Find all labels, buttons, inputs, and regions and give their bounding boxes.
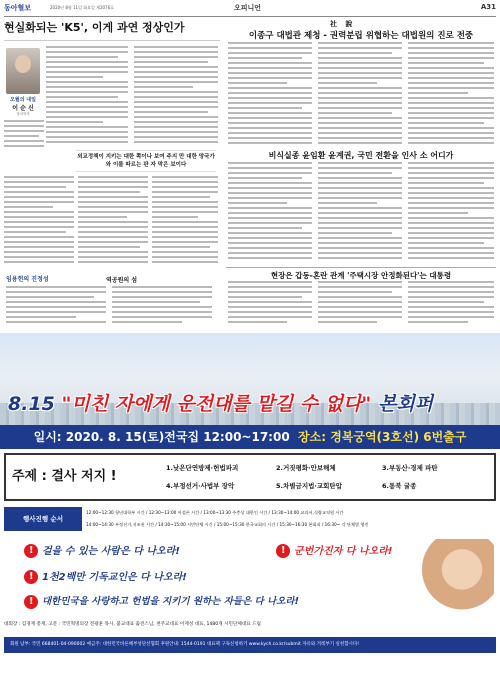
editorial-headline-1: 이종구 대법관 제청 - 권력분립 위협하는 대법원의 진로 전중: [248, 31, 474, 41]
author-role: 정치학자: [16, 112, 30, 116]
newspaper-logo: 동아혈보: [4, 4, 32, 12]
editorial-text-2c: [408, 162, 494, 262]
topic-item: 1.낮은단연방제·헌법파괴: [166, 464, 239, 472]
editorial-text-1c: [408, 42, 494, 147]
rally-photo-background: [0, 333, 500, 437]
rally-datetime: 일시: 2020. 8. 15(토)전국집 12:00~17:00: [33, 430, 290, 444]
cartoon-title: 역공원의 섬: [106, 277, 138, 284]
slogan-2: ! 군번가진자 다 나오라!: [276, 541, 392, 563]
author-photo: [6, 48, 40, 94]
column-text-f: [152, 176, 218, 266]
rally-datetime-bar: [0, 425, 500, 449]
topics-title: 주제 : 결사 저지 !: [12, 469, 117, 484]
issue-date: 2020년 8월 11일 화요일 제2076호: [50, 5, 114, 10]
rally-footer: 회원 납부: 국민 668401-04-090002 예금주: 대한민국바른혜부성단선협회 후원안내: 1544-0191 대표팩 구독신청하기 www.kych.co.kr/submit 자유와 겨레부기 실천합시다!: [4, 637, 496, 653]
slogan-4: !대한민국을 사랑하고 헌법을 지키기 원하는 자들은 다 나오라!: [24, 591, 299, 613]
author-byline: [4, 96, 42, 117]
editorial-text-3a: [228, 281, 312, 326]
column-header: [4, 19, 220, 41]
editorial-text-1a: [228, 42, 312, 147]
topic-item: 2.거짓평화·안보해체: [276, 464, 336, 472]
topic-item: 4.부정선거·사법부 장악: [166, 482, 235, 490]
cartoon-author: 임용헌의 진정성: [6, 276, 49, 283]
rally-schedule: [4, 505, 496, 535]
editorial-headline-2: 비식실종 윤임환 윤계권, 국민 전환을 인사 소 어디가: [268, 151, 454, 160]
topic-item: 3.부동산·경제 파탄: [382, 464, 438, 472]
cartoon-text-b: [112, 286, 212, 326]
rally-headline-prefix: 8.15: [8, 393, 62, 415]
rally-place: 장소: 경복궁역(3호선) 6번출구: [298, 430, 467, 444]
rally-headline: [8, 389, 494, 419]
page-header: [4, 3, 496, 17]
rally-headline-quote: "미친 자에게 운전대를 맡길 수 없다": [61, 393, 372, 415]
editorial-headline-3: 현장은 갑동-혼란 관계 '주택시장 안정화된다'는 대통령: [226, 267, 496, 281]
column-text-b: [134, 46, 218, 146]
rally-topics-box: [4, 453, 496, 501]
editorial-text-2b: [318, 162, 402, 262]
column-text-d: [4, 176, 74, 266]
exclamation-icon: [24, 595, 38, 609]
raised-hand-image: [414, 539, 494, 615]
slogan-1: !걸을 수 있는 사람은 다 나오라!: [24, 541, 180, 563]
exclamation-icon: [24, 570, 38, 584]
topic-item: 5.차별금지법·교회탄압: [276, 482, 342, 490]
schedule-line: 12:00~12:30 청년대학부 시간 / 12:30~13:00 어설픈 시간 / 13:00~13:30 주충상 대한인 시간 / 13:30~14:00 교과서,식량교직원 시간: [86, 510, 344, 515]
rally-headline-suffix: 본회퍼: [371, 393, 434, 415]
editorial-text-1b: [318, 42, 402, 147]
section-name: 오피니언: [234, 4, 262, 12]
exclamation-icon: [276, 544, 290, 558]
rally-organizer: 대회장 : 김경재 총재, 고문 : 국민혁명의장 전광훈 목사, 불교대표 출전스님, 천주교대표 이계성 대표, 1480개 시민단체대표 드림: [4, 622, 261, 627]
editorial-text-3b: [318, 281, 402, 326]
exclamation-icon: [24, 544, 38, 558]
byline-label: 오월의 내일: [10, 97, 36, 103]
editorial-text-3c: [408, 281, 494, 326]
page-number: A31: [480, 3, 496, 11]
schedule-line: 14:00~14:30 부정선거,저조권 시간 / 14:30~15:00 시민단체 시간 / 15:00~15:30 한국교회의 시간 / 15:30~16:30 본회퍼 / 16:30~ 각 단체별 행진: [86, 522, 369, 527]
column-subheading: 외교정책이 지키는 대한 쪽이나 보여 주지 만 대한 망국가와 이를 따르는 판 자 막은 보이다: [76, 150, 216, 172]
slogan-3: !1천2백만 기독교인은 다 나오라!: [24, 567, 187, 589]
schedule-label: 행사진행 순서: [4, 507, 82, 531]
column-text-a: [46, 46, 128, 146]
column-text-e: [78, 176, 148, 266]
topic-item: 6.통북 굴종: [382, 482, 417, 490]
editorial-label: 社 說: [330, 20, 356, 28]
column-text-c: [4, 120, 44, 150]
cartoon-text-a: [6, 286, 106, 326]
editorial-text-2a: [228, 162, 312, 262]
rally-advertisement: [0, 333, 500, 691]
author-name: 이 순 신: [12, 105, 34, 112]
column-title: 현실화되는 'K5', 이게 과연 정상인가: [4, 21, 185, 34]
